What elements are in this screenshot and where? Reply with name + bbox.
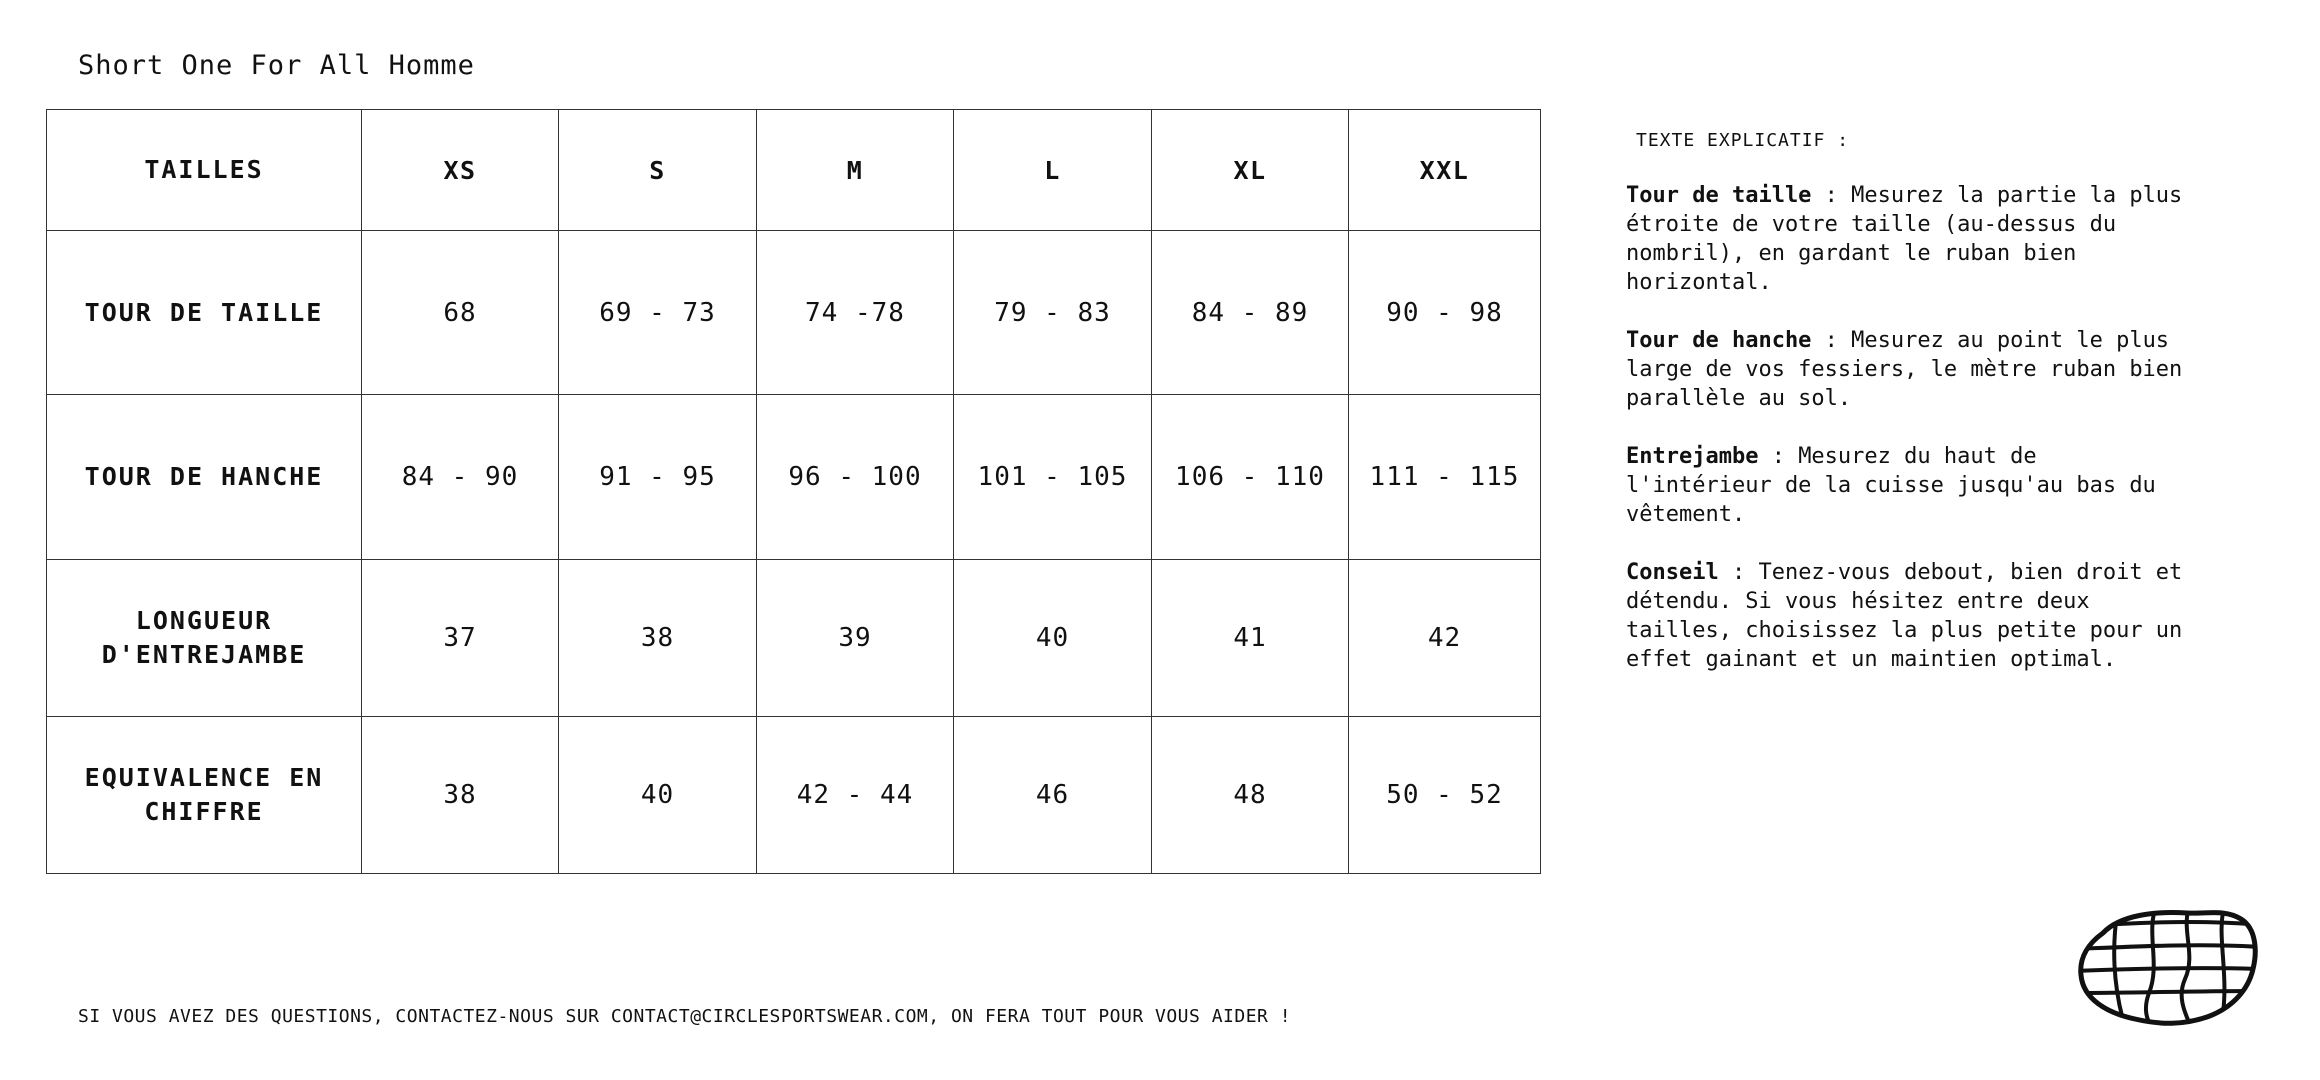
explanation-term: Conseil (1626, 560, 1719, 585)
table-cell: 46 (954, 717, 1152, 874)
table-cell: 101 - 105 (954, 395, 1152, 560)
row-label-equivalence (47, 717, 362, 874)
globe-logo-icon (2075, 903, 2261, 1027)
size-header-m: M (757, 110, 954, 231)
row-label-hip (47, 395, 362, 560)
row-label-line: TOUR DE TAILLE (84, 297, 324, 327)
table-row (47, 231, 1541, 395)
row-label-line: TOUR DE HANCHE (84, 462, 324, 491)
explanation-text: : Mesurez la partie la plus étroite de votre taille (au-dessus du nombril), en gardant le ruban bien horizontal. (1626, 183, 2183, 295)
size-header-xxl: XXL (1349, 110, 1541, 231)
size-header-s: S (559, 110, 757, 231)
table-row (47, 560, 1541, 717)
table-cell: 69 - 73 (559, 231, 757, 395)
table-cell: 74 -78 (757, 231, 954, 395)
table-cell: 96 - 100 (757, 395, 954, 560)
table-row (47, 717, 1541, 874)
row-label-line: LONGUEUR (135, 606, 273, 635)
table-cell: 84 - 90 (362, 395, 559, 560)
table-cell: 38 (559, 560, 757, 717)
table-cell: 41 (1152, 560, 1349, 717)
explanation-text: : Mesurez au point le plus large de vos fessiers, le mètre ruban bien parallèle au sol. (1626, 328, 2183, 411)
explanation-waist (1626, 181, 2186, 297)
table-cell: 84 - 89 (1152, 231, 1349, 395)
table-cell: 42 - 44 (757, 717, 954, 874)
table-cell: 38 (362, 717, 559, 874)
table-cell: 68 (362, 231, 559, 395)
page-title: Short One For All Homme (78, 50, 475, 81)
explanation-text: : Tenez-vous debout, bien droit et détendu. Si vous hésitez entre deux tailles, choisissez la plus petite pour un effet gainant et un maintien optimal. (1626, 560, 2183, 672)
table-cell: 79 - 83 (954, 231, 1152, 395)
row-label-line: EQUIVALENCE EN (84, 763, 324, 792)
row-label-line: CHIFFRE (144, 797, 264, 826)
explanation-text: : Mesurez du haut de l'intérieur de la cuisse jusqu'au bas du vêtement. (1626, 444, 2156, 527)
header-label: TAILLES (47, 110, 362, 231)
table-cell: 48 (1152, 717, 1349, 874)
table-cell: 42 (1349, 560, 1541, 717)
contact-footer: SI VOUS AVEZ DES QUESTIONS, CONTACTEZ-NOUS SUR CONTACT@CIRCLESPORTSWEAR.COM, ON FERA TOUT POUR VOUS AIDER ! (78, 1006, 1292, 1027)
size-header-xs: XS (362, 110, 559, 231)
table-cell: 40 (559, 717, 757, 874)
explanation-term: Tour de hanche (1626, 328, 1812, 353)
table-cell: 111 - 115 (1349, 395, 1541, 560)
explanation-hip (1626, 326, 2186, 413)
explanation-term: Tour de taille (1626, 183, 1812, 208)
row-label-waist (47, 231, 362, 395)
size-chart-table (46, 109, 1541, 874)
row-label-line: D'ENTREJAMBE (101, 640, 307, 669)
size-header-l: L (954, 110, 1152, 231)
table-cell: 37 (362, 560, 559, 717)
row-label-inseam (47, 560, 362, 717)
explanation-term: Entrejambe (1626, 444, 1759, 469)
size-header-row (47, 110, 1541, 231)
explanation-panel (1626, 130, 2186, 703)
explanation-heading: TEXTE EXPLICATIF : (1636, 130, 1850, 151)
table-cell: 91 - 95 (559, 395, 757, 560)
explanation-advice (1626, 558, 2186, 674)
table-cell: 39 (757, 560, 954, 717)
table-row (47, 395, 1541, 560)
explanation-inseam (1626, 442, 2186, 529)
size-header-xl: XL (1152, 110, 1349, 231)
table-cell: 40 (954, 560, 1152, 717)
table-cell: 50 - 52 (1349, 717, 1541, 874)
table-cell: 90 - 98 (1349, 231, 1541, 395)
table-cell: 106 - 110 (1152, 395, 1349, 560)
